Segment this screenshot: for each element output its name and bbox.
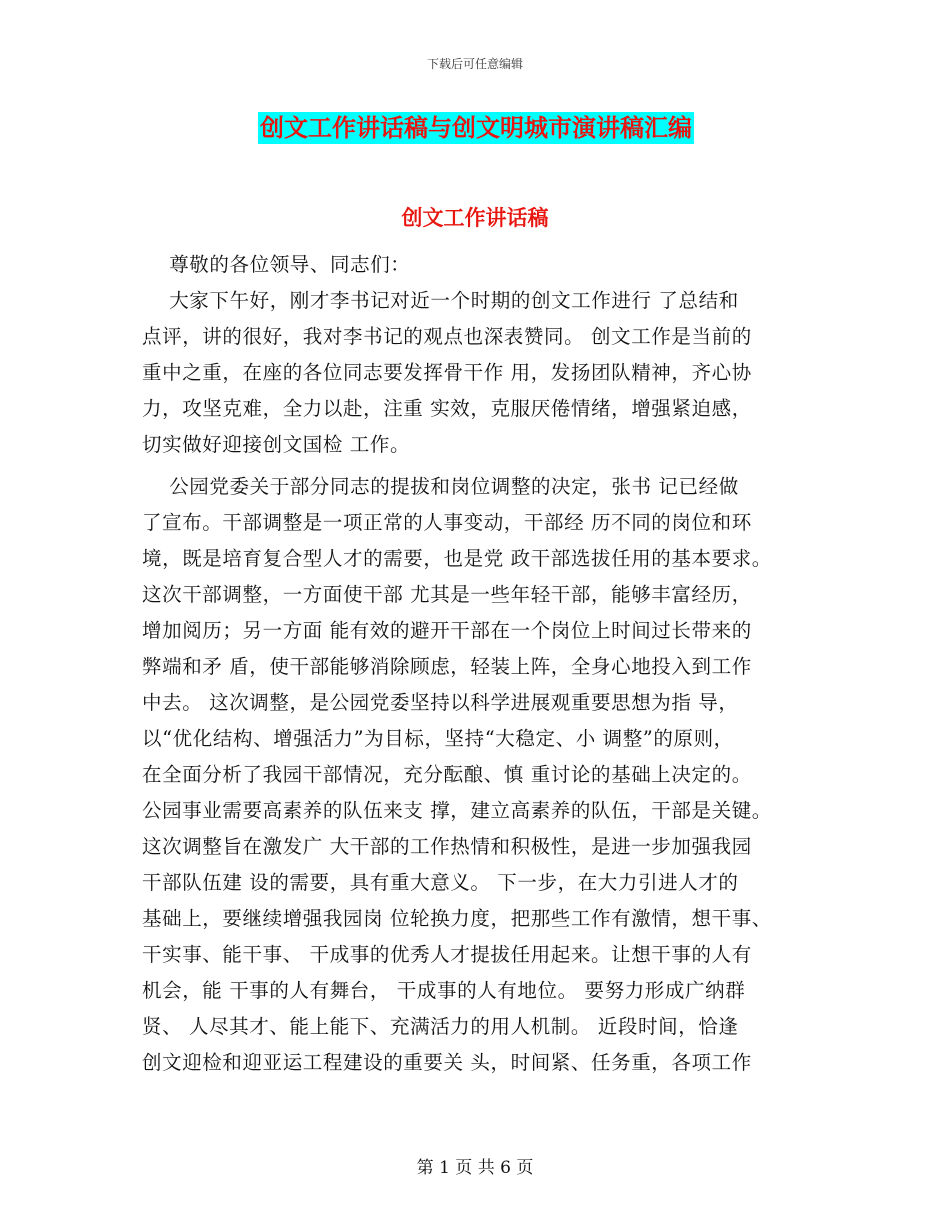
body-line: 这次调整旨在激发广 大干部的工作热情和积极性，是进一步加强我园 [142, 835, 752, 858]
body-line: 增加阅历；另一方面 能有效的避开干部在一个岗位上时间过长带来的 [142, 619, 752, 642]
body-line: 点评，讲的很好，我对李书记的观点也深表赞同。 创文工作是当前的 [142, 325, 752, 348]
body-line: 公园党委关于部分同志的提拔和岗位调整的决定，张书 记已经做 [142, 475, 739, 498]
body-line: 以“优化结构、增强活力”为目标，坚持“大稳定、小 调整”的原则， [142, 727, 734, 750]
body-line: 在全面分析了我园干部情况，充分酝酿、慎 重讨论的基础上决定的。 [142, 763, 752, 786]
body-line: 干实事、能干事、 干成事的优秀人才提拔任用起来。让想干事的人有 [142, 943, 752, 966]
body-line: 尊敬的各位领导、同志们： [142, 253, 411, 276]
body-line: 中去。 这次调整，是公园党委坚持以科学进展观重要思想为指 导， [142, 691, 739, 714]
section-title: 创文工作讲话稿 [401, 206, 549, 230]
body-line: 机会，能 干事的人有舞台， 干成事的人有地位。 要努力形成广纳群 [142, 979, 746, 1002]
body-line: 境，既是培育复合型人才的需要，也是党 政干部选拔任用的基本要求。 [142, 547, 772, 570]
page-header-note: 下载后可任意编辑 [426, 57, 523, 71]
body-line: 弊端和矛 盾，使干部能够消除顾虑，轻装上阵，全身心地投入到工作 [142, 655, 752, 678]
body-line: 贤、 人尽其才、能上能下、充满活力的用人机制。 近段时间，恰逢 [142, 1015, 739, 1038]
body-line: 大家下午好，刚才李书记对近一个时期的创文工作进行 了总结和 [142, 289, 739, 312]
body-line: 切实做好迎接创文国检 工作。 [142, 433, 411, 456]
page-footer-number: 第 1 页 共 6 页 [416, 1158, 534, 1178]
body-line: 力，攻坚克难，全力以赴，注重 实效，克服厌倦情绪，增强紧迫感， [142, 397, 752, 420]
body-line: 公园事业需要高素养的队伍来支 撑，建立高素养的队伍，干部是关键。 [142, 799, 772, 822]
body-line: 重中之重，在座的各位同志要发挥骨干作 用，发扬团队精神，齐心协 [142, 361, 752, 384]
body-line: 干部队伍建 设的需要，具有重大意义。 下一步，在大力引进人才的 [142, 871, 739, 894]
body-line: 创文迎检和迎亚运工程建设的重要关 头，时间紧、任务重，各项工作 [142, 1051, 752, 1074]
document-main-title: 创文工作讲话稿与创文明城市演讲稿汇编 [260, 114, 692, 142]
body-line: 这次干部调整，一方面使干部 尤其是一些年轻干部，能够丰富经历， [142, 583, 752, 606]
body-line: 了宣布。干部调整是一项正常的人事变动，干部经 历不同的岗位和环 [142, 511, 752, 534]
body-line: 基础上，要继续增强我园岗 位轮换力度，把那些工作有激情，想干事、 [142, 907, 772, 930]
